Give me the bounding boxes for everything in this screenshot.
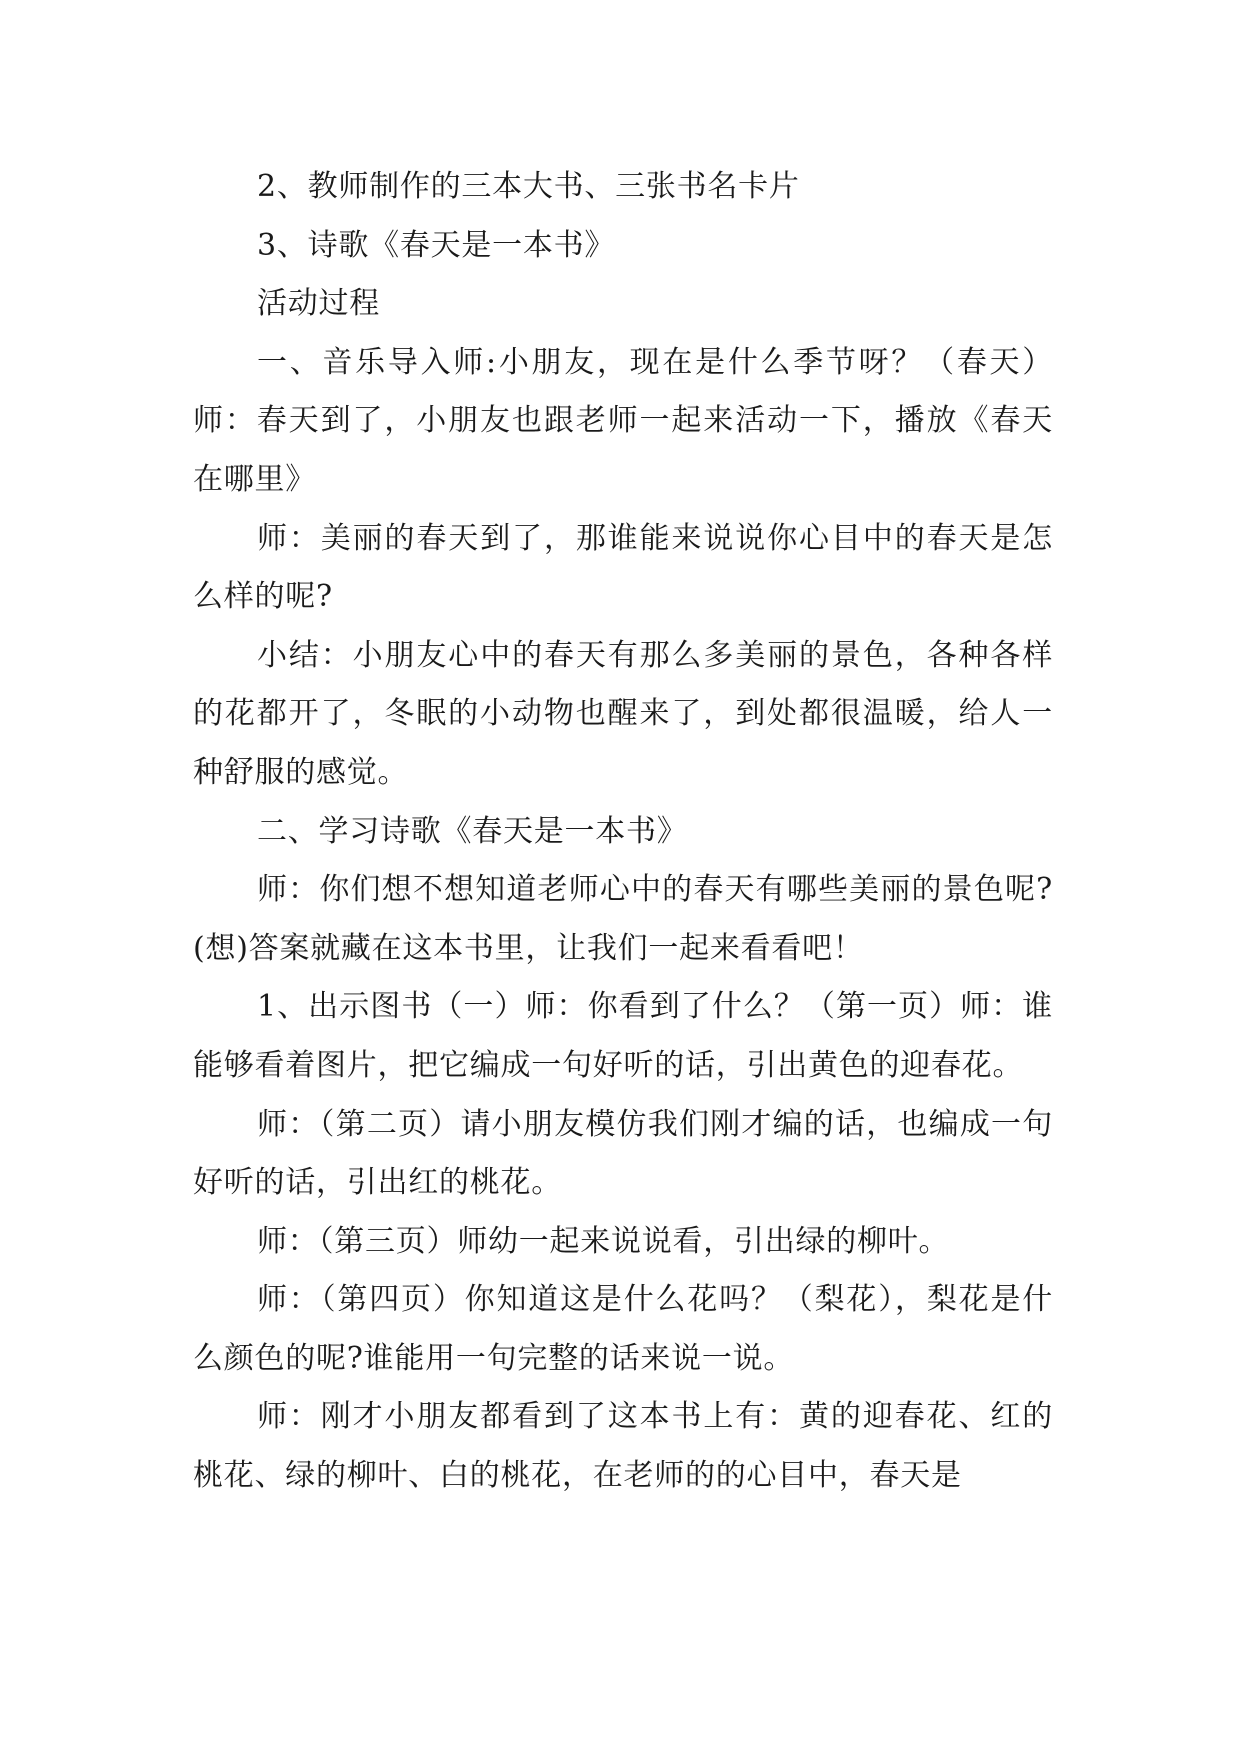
paragraph-teacher-prompt: 师：你们想不想知道老师心中的春天有哪些美丽的景色呢?(想)答案就藏在这本书里，让我们一起来看看吧！ bbox=[193, 872, 1053, 966]
material-item-2: 2、教师制作的三本大书、三张书名卡片 bbox=[257, 169, 800, 204]
paragraph-book-page-2: 师：（第二页）请小朋友模仿我们刚才编的话，也编成一句好听的话，引出红的桃花。 bbox=[193, 1106, 1053, 1201]
paragraph-summary: 小结：小朋友心中的春天有那么多美丽的景色，各种各样的花都开了，冬眠的小动物也醒来了，到处都很温暖，给人一种舒服的感觉。 bbox=[193, 637, 1053, 790]
section-heading-learn-poem: 二、学习诗歌《春天是一本书》 bbox=[257, 813, 688, 849]
material-item-3: 3、诗歌《春天是一本书》 bbox=[257, 227, 616, 263]
paragraph-music-intro: 一、音乐导入师:小朋友，现在是什么季节呀？（春天）师：春天到了，小朋友也跟老师一起来活动一下，播放《春天在哪里》 bbox=[193, 344, 1053, 497]
paragraph-teacher-question: 师：美丽的春天到了，那谁能来说说你心目中的春天是怎么样的呢? bbox=[193, 520, 1053, 615]
paragraph-book-recap: 师：刚才小朋友都看到了这本书上有：黄的迎春花、红的桃花、绿的柳叶、白的桃花，在老师的的心目中，春天是 bbox=[193, 1399, 1053, 1494]
paragraph-book-page-1: 1、出示图书（一）师：你看到了什么？（第一页）师：谁能够看着图片，把它编成一句好听的话，引出黄色的迎春花。 bbox=[193, 989, 1053, 1083]
paragraph-book-page-4: 师：（第四页）你知道这是什么花吗？（梨花），梨花是什么颜色的呢?谁能用一句完整的话来说一说。 bbox=[193, 1282, 1053, 1376]
paragraph-book-page-3: 师：（第三页）师幼一起来说说看，引出绿的柳叶。 bbox=[257, 1223, 950, 1259]
section-heading-activity-process: 活动过程 bbox=[257, 286, 380, 322]
document-page bbox=[193, 158, 1053, 1506]
